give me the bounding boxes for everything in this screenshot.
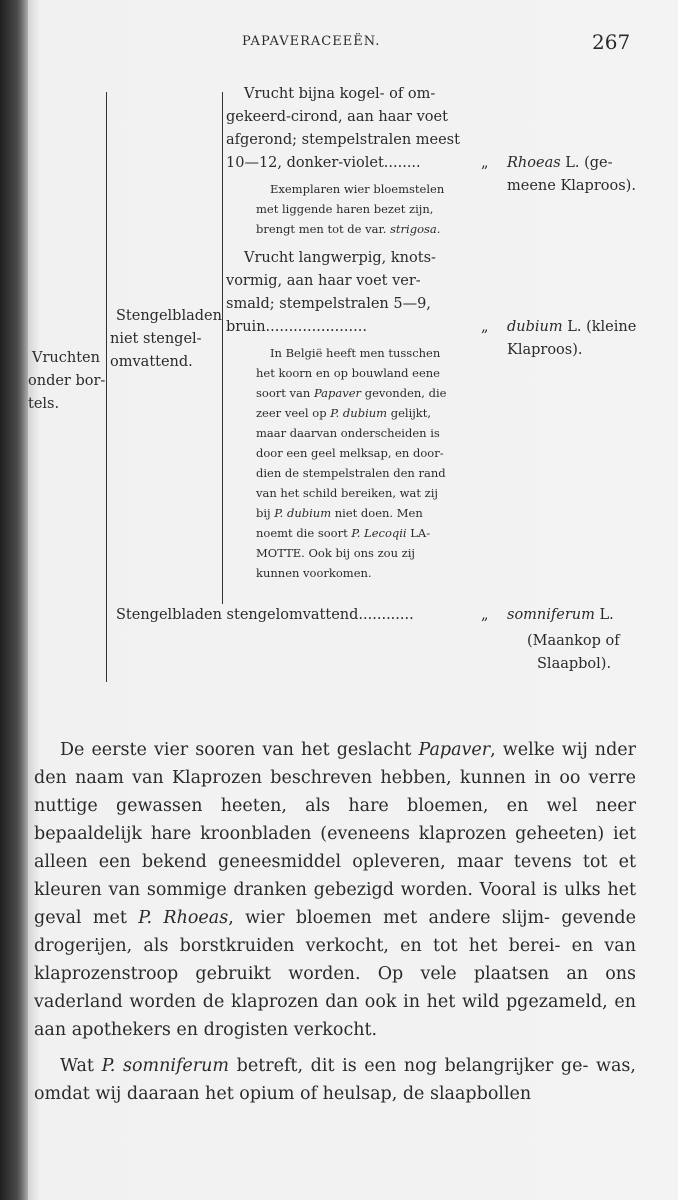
body-paragraph: De eerste vier sooren van het geslacht Papaver, welke wij nder den naam van Klaprozen beschreven hebben, kunnen in oo verre nuttige gewassen heeten, als hare bloemen, en wel neer bepaaldelijk hare kroonbladen (eveneens klaprozen geheeten) iet alleen een bekend geneesmiddel opleveren, maar tevens tot et kleuren van sommige dranken gebezigd worden. Vooral is ulks het geval met P. Rhoeas, wier bloemen met andere slijm- gevende drogerijen, als borstkruiden verkocht, en tot het berei- en van klaprozenstroop gebruikt worden. Op vele plaatsen an ons vaderland worden de klaprozen dan ook in het wild pgezameld, en aan apothekers en drogisten verkocht.: [34, 740, 637, 1040]
note-line: In België heeft men tusschen: [270, 346, 441, 360]
common-name: Slaapbol).: [537, 656, 612, 672]
ditto-mark: „: [481, 607, 489, 623]
ditto-mark: „: [481, 319, 489, 335]
variety-name: strigosa.: [390, 222, 441, 236]
note-line: bij P. dubium niet doen. Men: [256, 506, 423, 520]
body-paragraph: Wat P. somniferum betreft, dit is een nog belangrijker ge- was, omdat wij daaraan het opium of heulsap, de slaapbollen: [34, 1056, 636, 1104]
species-dubium: [507, 316, 636, 339]
key-line: Stengelbladen stengelomvattend............: [116, 607, 414, 623]
note-line: MOTTE. Ook bij ons zou zij: [256, 546, 415, 560]
note-line: met liggende haren bezet zijn,: [256, 202, 434, 216]
note-text: brengt men tot de var.: [256, 222, 387, 236]
key-line: smald; stempelstralen 5—9,: [226, 296, 431, 312]
species-author: L. (kleine: [567, 319, 637, 335]
note-line: soort van Papaver gevonden, die: [256, 386, 447, 400]
common-name: Klaproos).: [507, 342, 583, 358]
common-name: meene Klaproos).: [507, 178, 636, 194]
note-line: maar daarvan onderscheiden is: [256, 426, 440, 440]
common-name: (Maankop of: [527, 633, 620, 649]
page-number: 267: [592, 30, 631, 54]
note-line: door een geel melksap, en door-: [256, 446, 444, 460]
note-line: kunnen voorkomen.: [256, 566, 372, 580]
key-line: onder bor-: [28, 373, 106, 389]
key-line: niet stengel-: [110, 331, 202, 347]
inner-brace: [222, 92, 223, 604]
key-line: omvattend.: [110, 354, 193, 370]
species-author: L.: [599, 607, 614, 623]
species-name: somniferum: [507, 607, 595, 623]
key-line: gekeerd-cirond, aan haar voet: [226, 109, 448, 125]
note-line: van het schild bereiken, wat zij: [256, 486, 438, 500]
key-line: tels.: [28, 396, 60, 412]
key-line: Stengelbladen: [116, 308, 222, 324]
species-rhoeas: [507, 152, 613, 175]
species-somniferum: [507, 604, 614, 627]
note-line: dien de stempelstralen den rand: [256, 466, 446, 480]
note-line: Exemplaren wier bloemstelen: [270, 182, 445, 196]
ditto-mark: „: [481, 155, 489, 171]
species-name: Rhoeas: [507, 155, 561, 171]
note-line: noemt die soort P. Lecoqii LA-: [256, 526, 431, 540]
page-gutter-shadow: [0, 0, 28, 1200]
key-line: 10—12, donker-violet........: [226, 155, 421, 171]
species-author: L. (ge-: [565, 155, 613, 171]
key-line: Vrucht bijna kogel- of om-: [244, 86, 436, 102]
key-line: bruin......................: [226, 319, 367, 335]
key-line: Vruchten: [32, 350, 100, 366]
note-line: het koorn en op bouwland eene: [256, 366, 440, 380]
running-header: PAPAVERACEEËN.: [242, 34, 381, 49]
species-name: dubium: [507, 319, 563, 335]
note-line: [256, 220, 440, 240]
outer-brace: [106, 92, 107, 682]
key-line: Vrucht langwerpig, knots-: [244, 250, 436, 266]
key-line: afgerond; stempelstralen meest: [226, 132, 460, 148]
key-line: vormig, aan haar voet ver-: [226, 273, 421, 289]
note-line: zeer veel op P. dubium gelijkt,: [256, 406, 432, 420]
